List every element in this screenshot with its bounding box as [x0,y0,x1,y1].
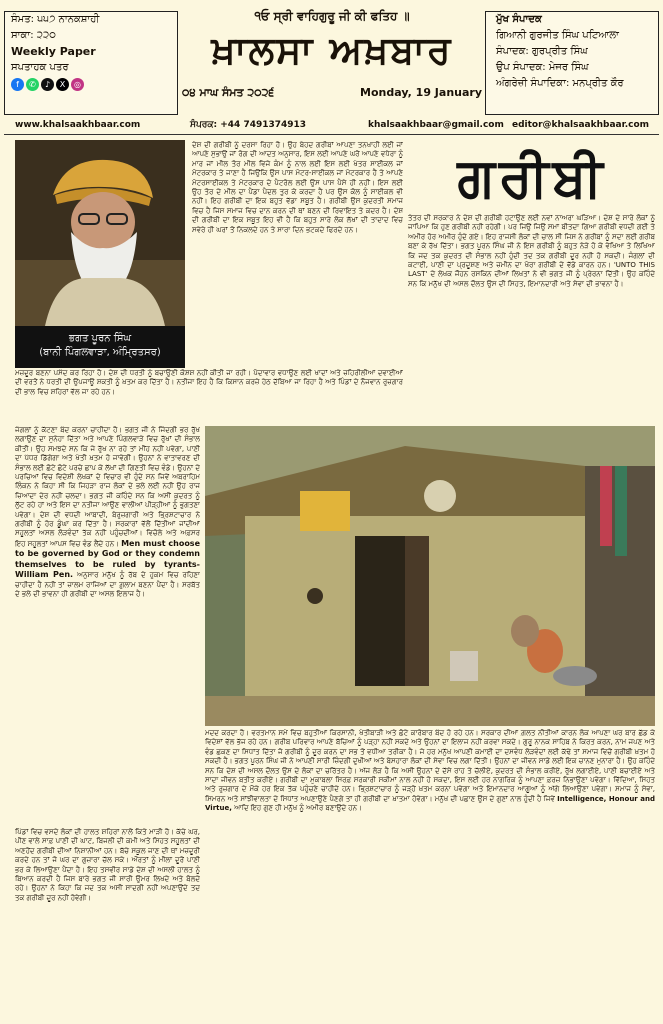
date-english: Monday, 19 January [360,86,482,99]
editor-name: ਸੰਪਾਦਕ: ਗੁਰਪ੍ਰੀਤ ਸਿੰਘ [496,46,588,57]
date-line [182,86,482,100]
tiktok-icon[interactable]: ♪ [41,78,54,91]
english-virtues: Intelligence, Honour and Virtue, [205,794,655,813]
date-punjabi: ੦੪ ਮਾਘ ਸੰਮਤ ੨੦੨੬ [182,86,275,99]
article-column-bottom-left: ਪਿੰਡਾਂ ਵਿਚ ਵਸਦੇ ਲੋਕਾਂ ਦੀ ਹਾਲਤ ਸ਼ਹਿਰਾਂ ਨਾਲੋਂ ਕਿਤੇ ਮਾੜੀ ਹੈ। ਕੱਚੇ ਘਰ, ਪੀਣ ਵਾਲੇ ਸਾਫ਼ ਪਾਣੀ ਦੀ ਘਾਟ, ਬਿਜਲੀ ਦੀ ਕਮੀ ਅਤੇ ਸਿਹਤ ਸਹੂਲਤਾਂ ਦੀ ਅਣਹੋਂਦ ਗਰੀਬੀ ਦੀਆਂ ਨਿਸ਼ਾਨੀਆਂ ਹਨ। ਬੱਚੇ ਸਕੂਲ ਜਾਣ ਦੀ ਥਾਂ ਮਜ਼ਦੂਰੀ ਕਰਦੇ ਹਨ ਤਾਂ ਜੋ ਘਰ ਦਾ ਗੁਜ਼ਾਰਾ ਚੱਲ ਸਕੇ। ਔਰਤਾਂ ਨੂੰ ਮੀਲਾਂ ਦੂਰੋਂ ਪਾਣੀ ਭਰ ਕੇ ਲਿਆਉਣਾ ਪੈਂਦਾ ਹੈ। ਇਹ ਤਸਵੀਰ ਸਾਡੇ ਦੇਸ਼ ਦੀ ਅਸਲੀ ਹਾਲਤ ਨੂੰ ਬਿਆਨ ਕਰਦੀ ਹੈ ਜਿਸ ਬਾਰੇ ਭਗਤ ਜੀ ਸਾਰੀ ਉਮਰ ਲਿਖਦੇ ਅਤੇ ਬੋਲਦੇ ਰਹੇ। ਉਹਨਾਂ ਨੇ ਕਿਹਾ ਕਿ ਜਦ ਤਕ ਅਸੀਂ ਸਾਦਗੀ ਨਹੀਂ ਅਪਣਾਉਂਦੇ ਤਦ ਤਕ ਗਰੀਬੀ ਦੂਰ ਨਹੀਂ ਹੋਵੇਗੀ। [15,828,200,902]
issue-info-box [4,11,178,115]
phone-number: ਸੰਪਰਕ: +44 7491374913 [190,120,307,130]
article-column-left [15,426,200,826]
weekly-label-pa: ਸਪਤਾਹਕ ਪਤਰ [11,62,69,73]
column-3-text: ਮਦਦ ਕਰਦਾ ਹੈ। ਵਰਤਮਾਨ ਸਮੇਂ ਵਿਚ ਬਹੁਤੀਆਂ ਕਿਰਸਾਨੀ, ਖੇਤੀਬਾੜੀ ਅਤੇ ਛੋਟੇ ਕਾਰੋਬਾਰ ਬੰਦ ਹੋ ਰਹੇ ਹਨ। ਸਰਕਾਰ ਦੀਆਂ ਗ਼ਲਤ ਨੀਤੀਆਂ ਕਾਰਨ ਲੋਕ ਆਪਣਾ ਘਰ ਬਾਰ ਛੱਡ ਕੇ ਵਿਦੇਸ਼ਾਂ ਵੱਲ ਭੱਜ ਰਹੇ ਹਨ। ਗਰੀਬ ਪਰਿਵਾਰ ਆਪਣੇ ਬੱਚਿਆਂ ਨੂੰ ਪੜ੍ਹਾ ਨਹੀਂ ਸਕਦੇ ਅਤੇ ਉਹਨਾਂ ਦਾ ਇਲਾਜ ਨਹੀਂ ਕਰਵਾ ਸਕਦੇ। ਗੁਰੂ ਨਾਨਕ ਸਾਹਿਬ ਨੇ ਕਿਰਤ ਕਰਨ, ਨਾਮ ਜਪਣ ਅਤੇ ਵੰਡ ਛਕਣ ਦਾ ਸਿਧਾਂਤ ਦਿੱਤਾ ਜੋ ਗਰੀਬੀ ਨੂੰ ਦੂਰ ਕਰਨ ਦਾ ਸਭ ਤੋਂ ਵਧੀਆ ਤਰੀਕਾ ਹੈ। ਜੇ ਹਰ ਮਨੁੱਖ ਆਪਣੀ ਕਮਾਈ ਦਾ ਦਸਵੰਧ ਲੋੜਵੰਦਾਂ ਲਈ ਕੱਢੇ ਤਾਂ ਸਮਾਜ ਵਿਚੋਂ ਗਰੀਬੀ ਖ਼ਤਮ ਹੋ ਸਕਦੀ ਹੈ। ਭਗਤ ਪੂਰਨ ਸਿੰਘ ਜੀ ਨੇ ਆਪਣੀ ਸਾਰੀ ਜ਼ਿੰਦਗੀ ਦੁਖੀਆਂ ਅਤੇ ਬੇਸਹਾਰਾ ਲੋਕਾਂ ਦੀ ਸੇਵਾ ਵਿਚ ਲਗਾ ਦਿੱਤੀ। ਉਹਨਾਂ ਦਾ ਜੀਵਨ ਸਾਡੇ ਲਈ ਇਕ ਚਾਨਣ ਮੁਨਾਰਾ ਹੈ। ਉਹ ਕਹਿੰਦੇ ਸਨ ਕਿ ਦੇਸ਼ ਦੀ ਅਸਲ ਦੌਲਤ ਉਸ ਦੇ ਲੋਕਾਂ ਦਾ ਚਰਿੱਤਰ ਹੈ। ਅੱਜ ਲੋੜ ਹੈ ਕਿ ਅਸੀਂ ਉਹਨਾਂ ਦੇ ਦੱਸੇ ਰਾਹ ਤੇ ਚੱਲੀਏ, ਕੁਦਰਤ ਦੀ ਸੰਭਾਲ ਕਰੀਏ, ਰੁੱਖ ਲਗਾਈਏ, ਪਾਣੀ ਬਚਾਈਏ ਅਤੇ ਸਾਦਾ ਜੀਵਨ ਬਤੀਤ ਕਰੀਏ। ਗਰੀਬੀ ਦਾ ਮੁਕਾਬਲਾ ਸਿਰਫ਼ ਸਰਕਾਰੀ ਸਕੀਮਾਂ ਨਾਲ ਨਹੀਂ ਹੋ ਸਕਦਾ, ਇਸ ਲਈ ਹਰ ਨਾਗਰਿਕ ਨੂੰ ਆਪਣਾ ਫ਼ਰਜ਼ ਨਿਭਾਉਣਾ ਪਵੇਗਾ। ਵਿੱਦਿਆ, ਸਿਹਤ ਅਤੇ ਰੁਜ਼ਗਾਰ ਦੇ ਮੌਕੇ ਹਰ ਇਕ ਤੱਕ ਪਹੁੰਚਣੇ ਚਾਹੀਦੇ ਹਨ। ਭ੍ਰਿਸ਼ਟਾਚਾਰ ਨੂੰ ਜੜ੍ਹੋਂ ਖ਼ਤਮ ਕਰਨਾ ਪਵੇਗਾ ਅਤੇ ਇਮਾਨਦਾਰ ਆਗੂਆਂ ਨੂੰ ਅੱਗੇ ਲਿਆਉਣਾ ਪਵੇਗਾ। ਸਮਾਜ ਨੂੰ ਸੇਵਾ, ਸਿਮਰਨ ਅਤੇ ਸਾਂਝੀਵਾਲਤਾ ਦੇ ਸਿਧਾਂਤ ਅਪਣਾਉਣੇ ਪੈਣਗੇ ਤਾਂ ਹੀ ਗਰੀਬੀ ਦਾ ਖ਼ਾਤਮਾ ਹੋਵੇਗਾ। ਮਨੁੱਖ ਦੀ ਪਛਾਣ ਉਸ ਦੇ ਗੁਣਾਂ ਨਾਲ ਹੁੰਦੀ ਹੈ ਜਿਵੇਂ [205,729,655,803]
bhagat-puran-singh-portrait [15,140,185,326]
editor-email-link[interactable]: editor@khalsaakhbaar.com [512,120,650,130]
sub-editor-name: ਉਪ ਸੰਪਾਦਕ: ਮੇਜਰ ਸਿੰਘ [496,62,589,73]
facebook-icon[interactable]: f [11,78,24,91]
portrait-caption [15,326,185,368]
english-quote: Men must choose to be governed by God or they condemn themselves to be ruled by tyrants-William Pen. [15,538,200,580]
invocation: ੧ਓ ਸ੍ਰੀ ਵਾਹਿਗੁਰੂ ਜੀ ਕੀ ਫਤਿਹ ॥ [254,9,410,23]
weekly-label: Weekly Paper [11,45,96,58]
article-column-wide: ਮਜ਼ਦੂਰ ਬਣਨਾ ਪਸੰਦ ਕਰ ਰਿਹਾ ਹੈ। ਦੇਸ਼ ਦੀ ਧਰਤੀ ਨੂੰ ਬਚਾਉਣੀ ਕੋਸ਼ਸ਼ ਨਹੀਂ ਕੀਤੀ ਜਾ ਰਹੀ। ਪੈਦਾਵਾਰ ਵਧਾਉਣ ਲਈ ਖਾਦਾਂ ਅਤੇ ਜ਼ਹਿਰੀਲੀਆਂ ਦਵਾਈਆਂ ਦੀ ਵਰਤੋਂ ਨੇ ਧਰਤੀ ਦੀ ਉਪਜਾਊ ਸ਼ਕਤੀ ਨੂੰ ਖ਼ਤਮ ਕਰ ਦਿੱਤਾ ਹੈ। ਨਤੀਜਾ ਇਹ ਹੈ ਕਿ ਕਿਸਾਨ ਕਰਜ਼ੇ ਹੇਠ ਦੱਬਿਆ ਜਾ ਰਿਹਾ ਹੈ ਅਤੇ ਪਿੰਡਾਂ ਦੇ ਨੌਜਵਾਨ ਰੁਜ਼ਗਾਰ ਦੀ ਭਾਲ ਵਿਚ ਸ਼ਹਿਰਾਂ ਵੱਲ ਜਾ ਰਹੇ ਹਨ। [15,369,403,396]
x-icon[interactable]: X [56,78,69,91]
instagram-icon[interactable]: ◎ [71,78,84,91]
samvat-text: ਸੰਮਤ: ੫੫੭ ਨਾਨਕਸ਼ਾਹੀ [11,14,100,25]
caption-title: (ਬਾਨੀ ਪਿੰਗਲਵਾੜਾ, ਅੰਮ੍ਰਿਤਸਰ) [39,347,161,358]
masthead [4,5,659,119]
divider [4,134,659,135]
chief-editor-name: ਗਿਆਨੀ ਗੁਰਜੀਤ ਸਿੰਘ ਪਟਿਆਲਾ [496,30,619,41]
left-column-tail: ਅਨੁਸਾਰ ਮਨੁੱਖ ਨੂੰ ਰੱਬ ਦੇ ਹੁਕਮ ਵਿਚ ਰਹਿਣਾ ਚਾਹੀਦਾ ਹੈ ਨਹੀਂ ਤਾਂ ਜ਼ਾਲਮ ਰਾਜਿਆਂ ਦਾ ਗ਼ੁਲਾਮ ਬਣਨਾ ਪੈਂਦਾ ਹੈ। ਸਰਬੱਤ ਦੇ ਭਲੇ ਦੀ ਭਾਵਨਾ ਹੀ ਗਰੀਬੀ ਦਾ ਅਸਲ ਇਲਾਜ ਹੈ। [15,571,200,598]
chief-editor-label: ਮੁੱਖ ਸੰਪਾਦਕ [496,14,542,25]
saka-text: ਸਾਕਾ: ੨੨੦ [11,30,56,41]
editors-box [485,11,659,115]
portrait-photo [15,140,185,368]
article-column-2: ਤੰਤਰ ਦੀ ਸਰਕਾਰ ਨੇ ਦੇਸ਼ ਦੀ ਗਰੀਬੀ ਹਟਾਉਣ ਲਈ ਨਵਾਂ ਨਾਅਰਾ ਘੜਿਆ। ਦੇਸ਼ ਦੇ ਸਾਰੇ ਲੋਕਾਂ ਨੂੰ ਜਾਪਿਆ ਕਿ ਹੁਣ ਗਰੀਬੀ ਨਹੀਂ ਰਹੇਗੀ। ਪਰ ਜਿਉਂ ਜਿਉਂ ਸਮਾਂ ਬੀਤਦਾ ਗਿਆ ਗਰੀਬੀ ਵਧਦੀ ਗਈ ਤੇ ਅਮੀਰ ਹੋਰ ਅਮੀਰ ਹੁੰਦੇ ਗਏ। ਇਹ ਰਾਜਸੀ ਲੋਕਾਂ ਦੀ ਚਾਲ ਸੀ ਜਿਸ ਨੇ ਗਰੀਬਾਂ ਨੂੰ ਸਦਾ ਲਈ ਗਰੀਬ ਬਣਾ ਕੇ ਰੱਖ ਦਿੱਤਾ। ਭਗਤ ਪੂਰਨ ਸਿੰਘ ਜੀ ਨੇ ਇਸ ਗਰੀਬੀ ਨੂੰ ਬਹੁਤ ਨੇੜੇ ਹੋ ਕੇ ਵੇਖਿਆ ਤੇ ਲਿਖਿਆ ਕਿ ਜਦ ਤਕ ਕੁਦਰਤ ਦੀ ਸੰਭਾਲ ਨਹੀਂ ਹੁੰਦੀ ਤਦ ਤਕ ਗਰੀਬੀ ਦੂਰ ਨਹੀਂ ਹੋ ਸਕਦੀ। ਜੰਗਲਾਂ ਦੀ ਕਟਾਈ, ਪਾਣੀ ਦਾ ਪ੍ਰਦੂਸ਼ਣ ਅਤੇ ਜ਼ਮੀਨ ਦਾ ਖੋਰਾ ਗਰੀਬੀ ਦੇ ਵੱਡੇ ਕਾਰਨ ਹਨ। 'UNTO THIS LAST' ਦੇ ਲੇਖਕ ਜੌਹਨ ਰਸਕਿਨ ਦੀਆਂ ਲਿਖਤਾਂ ਨੇ ਵੀ ਭਗਤ ਜੀ ਨੂੰ ਪ੍ਰੇਰਨਾ ਦਿੱਤੀ। ਉਹ ਕਹਿੰਦੇ ਸਨ ਕਿ ਮਨੁੱਖ ਦੀ ਅਸਲ ਦੌਲਤ ਉਸ ਦੀ ਸਿਹਤ, ਇਮਾਨਦਾਰੀ ਅਤੇ ਸੇਵਾ ਦੀ ਭਾਵਨਾ ਹੈ। [408,214,655,288]
whatsapp-icon[interactable]: ✆ [26,78,39,91]
newspaper-title: ਖ਼ਾਲਸਾ ਅਖ਼ਬਾਰ [211,27,453,72]
column-3-tail: ਆਦਿ ਇਹ ਗੁਣ ਹੀ ਮਨੁੱਖ ਨੂੰ ਅਮੀਰ ਬਣਾਉਂਦੇ ਹਨ। [234,804,362,813]
left-column-text: ਜੰਗਲਾਂ ਨੂੰ ਕੱਟਣਾ ਬੰਦ ਕਰਨਾ ਚਾਹੀਦਾ ਹੈ। ਭਗਤ ਜੀ ਨੇ ਜਿੰਦਗੀ ਭਰ ਰੁੱਖ ਲਗਾਉਣ ਦਾ ਸੁਨੇਹਾ ਦਿੱਤਾ ਅਤੇ ਆਪਣੇ ਪਿੰਗਲਵਾੜੇ ਵਿਚ ਰੁੱਖਾਂ ਦੀ ਸੰਭਾਲ ਕੀਤੀ। ਉਹ ਸਮਝਦੇ ਸਨ ਕਿ ਜੇ ਰੁੱਖ ਨਾ ਰਹੇ ਤਾਂ ਮੀਂਹ ਨਹੀਂ ਪਵੇਗਾ, ਪਾਣੀ ਦਾ ਪੱਧਰ ਡਿੱਗੇਗਾ ਅਤੇ ਖੇਤੀ ਖ਼ਤਮ ਹੋ ਜਾਵੇਗੀ। ਉਹਨਾਂ ਨੇ ਵਾਤਾਵਰਣ ਦੀ ਸੰਭਾਲ ਲਈ ਛੋਟੇ ਛੋਟੇ ਪਰਚੇ ਛਾਪ ਕੇ ਲੱਖਾਂ ਦੀ ਗਿਣਤੀ ਵਿਚ ਵੰਡੇ। ਉਹਨਾਂ ਦੇ ਪਰਚਿਆਂ ਵਿਚ ਵਿਦੇਸ਼ੀ ਲੇਖਕਾਂ ਦੇ ਵਿਚਾਰ ਵੀ ਹੁੰਦੇ ਸਨ ਜਿਵੇਂ ਅਬਰਾਹਿਮ ਲਿੰਕਨ ਨੇ ਕਿਹਾ ਸੀ ਕਿ ਜਿਹੜਾ ਰਾਜ ਲੋਕਾਂ ਦੇ ਭਲੇ ਲਈ ਨਹੀਂ ਉਹ ਰਾਜ ਜ਼ਿਆਦਾ ਦੇਰ ਨਹੀਂ ਚਲਦਾ। ਭਗਤ ਜੀ ਕਹਿੰਦੇ ਸਨ ਕਿ ਅਸੀਂ ਕੁਦਰਤ ਨੂੰ ਲੁੱਟ ਰਹੇ ਹਾਂ ਅਤੇ ਇਸ ਦਾ ਨਤੀਜਾ ਆਉਣ ਵਾਲੀਆਂ ਪੀੜ੍ਹੀਆਂ ਨੂੰ ਭੁਗਤਣਾ ਪਵੇਗਾ। ਦੇਸ਼ ਦੀ ਵਧਦੀ ਆਬਾਦੀ, ਬੇਰੁਜ਼ਗਾਰੀ ਅਤੇ ਭ੍ਰਿਸ਼ਟਾਚਾਰ ਨੇ ਗਰੀਬੀ ਨੂੰ ਹੋਰ ਡੂੰਘਾ ਕਰ ਦਿੱਤਾ ਹੈ। ਸਰਕਾਰਾਂ ਵੱਲੋਂ ਦਿੱਤੀਆਂ ਜਾਂਦੀਆਂ ਸਹੂਲਤਾਂ ਅਸਲ ਲੋੜਵੰਦਾਂ ਤੱਕ ਨਹੀਂ ਪਹੁੰਚਦੀਆਂ। ਵਿਚੋਲੇ ਅਤੇ ਅਫ਼ਸਰ ਇਹ ਸਹੂਲਤਾਂ ਆਪਸ ਵਿਚ ਵੰਡ ਲੈਂਦੇ ਹਨ। [15,426,200,548]
masthead-center [182,5,482,100]
article-column-1: ਦੇਸ਼ ਦੀ ਗਰੀਬੀ ਨੂੰ ਦਰਸਾ ਰਿਹਾ ਹੈ। ਉਹ ਬੇਹਦ ਗਰੀਬਾਂ ਆਪਣਾ ਤਨਖਾਹੀ ਲਈ ਜਾਂ ਆਪਣੇ ਸੁਭਾਉਂ ਜਾਂ ਰੋਗ ਦੀ ਆਦਤ ਅਨੁਸਾਰ, ਇਸ ਲਈ ਆਪਣੇ ਘਰੋਂ ਆਪਣੇ ਵਧੇਰਾ ਨੂੰ ਮਾਰ ਜਾਂ ਮੀਲ ਤੋਰ ਮੀਲ ਵਿਜੇ ਕੰਮ ਨੂੰ ਨਾਲ ਲਈ ਇਸ ਲਈ ਖੇਤਰ ਸਾਈਕਲ ਜਾਂ ਮੋਟਰਕਾਰ ਤੇ ਜਾਣਾ ਹੈ ਜਿਉਂਕਿ ਉਸ ਪਾਸ ਮੋਟਰ-ਸਾਈਕਲ ਜਾਂ ਮੋਟਰਕਾਰ ਹੈ ਤੇ ਆਪਣੇ ਮੋਟਰਸਾਈਕਲ ਤੇ ਮੋਟਰਕਾਰ ਦੇ ਪੈਟਰੋਲ ਲਈ ਉਸ ਪਾਸ ਪੈਸੇ ਹੀ ਨਹੀਂ। ਇਸ ਲਈ ਉਹ ਤੋਰ ਦੇ ਮੀਲ ਦਾ ਪੈਂਡਾ ਪੈਦਲ ਤੁਰ ਕੇ ਕਰਦਾ ਹੈ ਪਰ ਉਸ ਕੋਲ ਨੂੰ ਸਾਈਕਲ ਵੀ ਨਹੀਂ। ਇਹ ਗਰੀਬੀ ਦਾ ਇਕ ਬਹੁਤ ਵੱਡਾ ਸਬੂਤ ਹੈ। ਗਰੀਬੀ ਉਸ ਕੁਦਰਤੀ ਸਮਾਜ ਵਿਚ ਹੈ ਜਿਸ ਸਮਾਜ ਵਿਚ ਦਾਨ ਕਰਨ ਦੀ ਥਾਂ ਬਣਨ ਦੀ ਰਿਵਾਇਤ ਤੇ ਕਦਰ ਹੈ। ਦੇਸ਼ ਦੀ ਗਰੀਬੀ ਦਾ ਇਕ ਸਬੂਤ ਇਹ ਵੀ ਹੈ ਕਿ ਬਹੁਤ ਸਾਰੇ ਲੋਕ ਲੱਖਾਂ ਦੀ ਤਾਦਾਦ ਵਿਚ ਸਵੇਰੇ ਹੀ ਘਰਾਂ ਤੋਂ ਨਿਕਲਦੇ ਹਨ ਤੇ ਸਾਰਾ ਦਿਨ ਭਟਕਦੇ ਫਿਰਦੇ ਹਨ। [192,141,403,234]
social-icons [5,78,177,91]
email-link[interactable]: khalsaakhbaar@gmail.com [368,120,504,130]
village-house-photo [205,426,655,726]
poor-village-house-image [205,426,655,726]
website-link[interactable]: www.khalsaakhbaar.com [15,120,141,130]
english-editor-name: ਅੰਗਰੇਜ਼ੀ ਸੰਪਾਦਿਕਾ: ਮਨਪ੍ਰੀਤ ਕੌਰ [496,78,624,89]
contact-bar [0,120,663,134]
article-headline: ਗਰੀਬੀ [457,145,607,209]
article-column-3 [205,729,655,1019]
caption-name: ਭਗਤ ਪੂਰਨ ਸਿੰਘ [68,333,132,344]
